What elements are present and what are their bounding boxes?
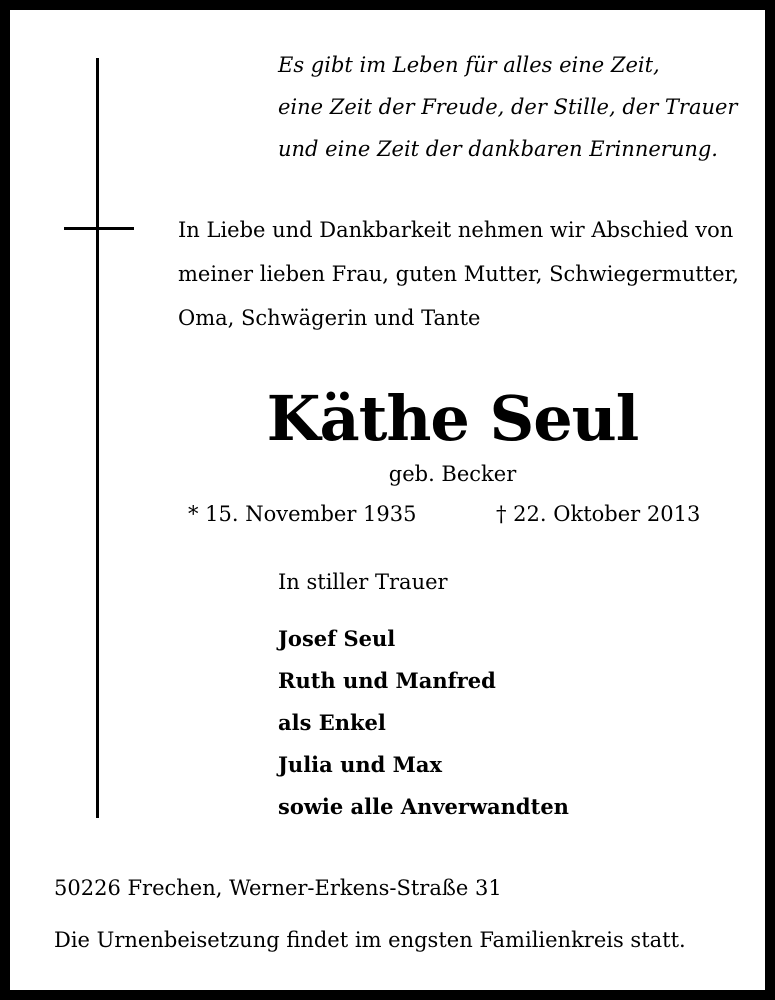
mourner-name: als Enkel bbox=[278, 710, 386, 735]
poem-line: eine Zeit der Freude, der Stille, der Trauer bbox=[278, 95, 738, 119]
address: 50226 Frechen, Werner-Erkens-Straße 31 bbox=[54, 876, 502, 900]
birth-date: * 15. November 1935 bbox=[188, 502, 417, 526]
death-date: † 22. Oktober 2013 bbox=[496, 502, 701, 526]
poem-line: und eine Zeit der dankbaren Erinnerung. bbox=[278, 137, 718, 161]
burial-note: Die Urnenbeisetzung findet im engsten Familienkreis statt. bbox=[54, 928, 686, 952]
intro-line: Oma, Schwägerin und Tante bbox=[178, 306, 481, 330]
mourner-name: Ruth und Manfred bbox=[278, 668, 496, 693]
mourner-name: Julia und Max bbox=[278, 752, 442, 777]
mourning-heading: In stiller Trauer bbox=[278, 570, 448, 594]
deceased-name: Käthe Seul bbox=[266, 382, 639, 455]
poem bbox=[278, 44, 737, 170]
intro-line: In Liebe und Dankbarkeit nehmen wir Abschied von bbox=[178, 218, 734, 242]
mourner-name: Josef Seul bbox=[278, 626, 396, 651]
poem-line: Es gibt im Leben für alles eine Zeit, bbox=[278, 53, 660, 77]
intro-line: meiner lieben Frau, guten Mutter, Schwiegermutter, bbox=[178, 262, 739, 286]
intro-text bbox=[178, 208, 739, 340]
mourners-list bbox=[278, 618, 569, 828]
birth-name: geb. Becker bbox=[388, 462, 517, 486]
mourner-name: sowie alle Anverwandten bbox=[278, 794, 569, 819]
cross-horizontal-bar bbox=[64, 227, 134, 230]
